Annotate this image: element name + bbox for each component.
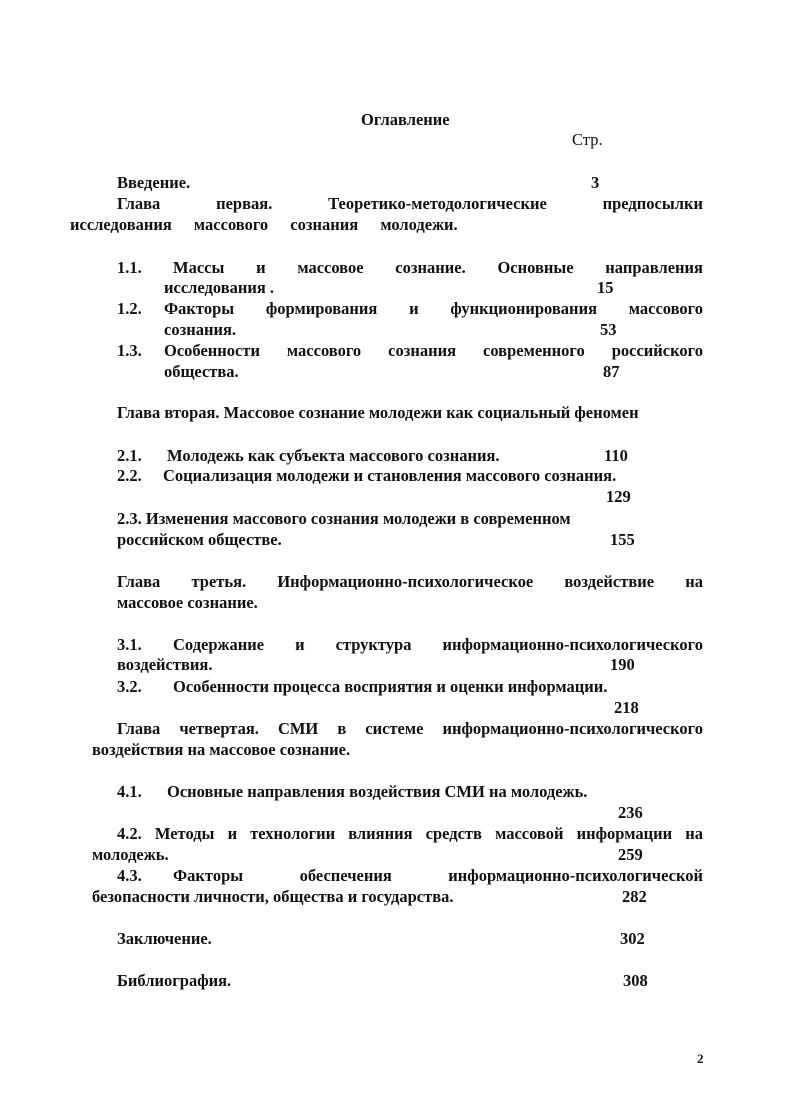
toc-section-3-2: Особенности процесса восприятия и оценки информации. (173, 677, 608, 696)
toc-section-number: 3.2. (117, 677, 142, 696)
toc-entry-conclusion: Заключение. (117, 929, 212, 948)
toc-section-1-1: Массы и массовое сознание. Основные направления (173, 258, 703, 277)
toc-page-number: 259 (618, 845, 643, 864)
toc-section-1-3: Особенности массового сознания современного российского (164, 341, 703, 360)
toc-chapter-2: Глава вторая. Массовое сознание молодежи как социальный феномен (117, 403, 639, 422)
page-title: Оглавление (361, 110, 450, 129)
toc-entry-bibliography: Библиография. (117, 971, 232, 990)
toc-page-number: 110 (604, 446, 628, 465)
toc-section-4-1: Основные направления воздействия СМИ на молодежь. (167, 782, 588, 801)
toc-section-3-1-cont: воздействия. (117, 655, 213, 674)
toc-section-number: 2.2. (117, 466, 142, 485)
toc-chapter-4-cont: воздействия на массовое сознание. (92, 740, 351, 759)
toc-entry-introduction: Введение. (117, 173, 191, 192)
toc-section-4-2-cont: молодежь. (92, 845, 169, 864)
page-number: 2 (697, 1051, 704, 1066)
toc-chapter-1: Глава первая. Теоретико-методологические предпосылки (117, 194, 703, 213)
toc-section-number: 2.1. (117, 446, 142, 465)
toc-section-3-1: Содержание и структура информационно-психологического (173, 635, 703, 654)
toc-page-number: 3 (591, 173, 600, 192)
toc-section-4-3-cont: безопасности личности, общества и государства. (92, 887, 454, 906)
toc-section-number: 1.1. (117, 258, 142, 277)
toc-chapter-3: Глава третья. Информационно-психологическое воздействие на (117, 572, 703, 591)
toc-section-number: 3.1. (117, 635, 142, 654)
page-column-label: Стр. (572, 130, 603, 149)
toc-section-1-3-cont: общества. (164, 362, 239, 381)
toc-section-4-3: Факторы обеспечения информационно-психологической (173, 866, 703, 885)
toc-chapter-3-cont: массовое сознание. (117, 593, 258, 612)
toc-section-1-2: Факторы формирования и функционирования массового (164, 299, 703, 318)
toc-page-number: 190 (610, 655, 635, 674)
toc-page-number: 155 (610, 530, 635, 549)
toc-chapter-4: Глава четвертая. СМИ в системе информационно-психологического (117, 719, 703, 738)
toc-section-4-2: 4.2. Методы и технологии влияния средств массовой информации на (117, 824, 703, 843)
toc-section-2-1: Молодежь как субъекта массового сознания. (167, 446, 500, 465)
toc-page-number: 87 (603, 362, 620, 381)
toc-section-2-2: Социализация молодежи и становления массового сознания. (163, 466, 617, 485)
toc-page-number: 218 (614, 698, 639, 717)
toc-page-number: 53 (600, 320, 617, 339)
toc-section-number: 4.1. (117, 782, 142, 801)
toc-section-1-2-cont: сознания. (164, 320, 237, 339)
toc-chapter-1-cont: исследования массового сознания молодежи. (70, 215, 458, 234)
toc-section-number: 1.2. (117, 299, 142, 318)
toc-page-number: 282 (622, 887, 647, 906)
toc-section-2-3: 2.3. Изменения массового сознания молодежи в современном (117, 509, 571, 528)
toc-page-number: 15 (597, 278, 614, 297)
toc-section-number: 1.3. (117, 341, 142, 360)
toc-page-number: 129 (606, 487, 631, 506)
toc-page-number: 308 (623, 971, 648, 990)
toc-section-2-3-cont: российском обществе. (117, 530, 282, 549)
toc-section-number: 4.3. (117, 866, 142, 885)
toc-section-1-1-cont: исследования . (164, 278, 275, 297)
toc-page-number: 236 (618, 803, 643, 822)
toc-page-number: 302 (620, 929, 645, 948)
